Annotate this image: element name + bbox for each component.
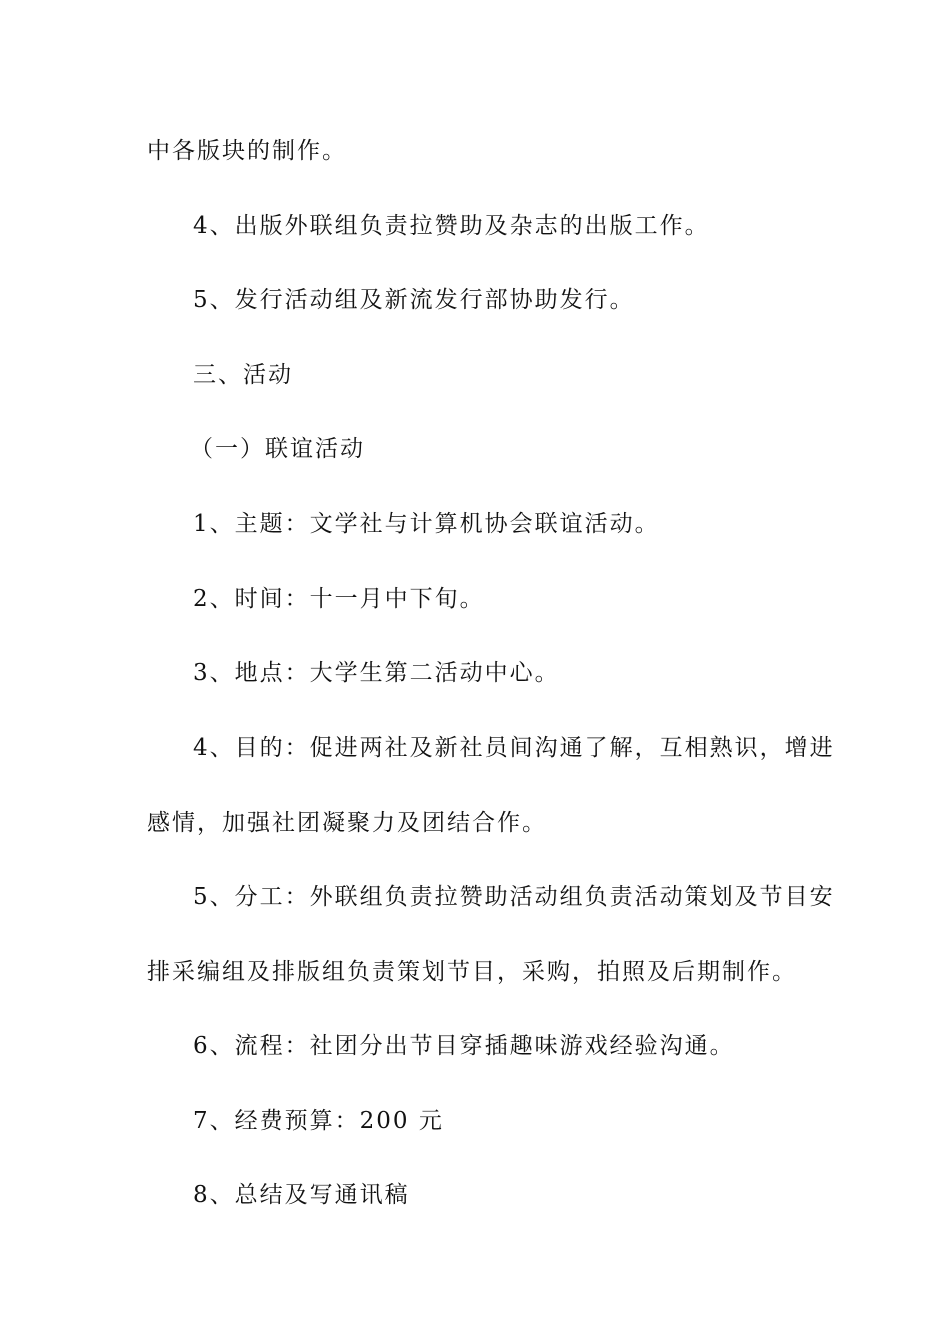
item-location-line: 3、地点：大学生第二活动中心。 — [193, 660, 560, 686]
item-budget-line: 7、经费预算：200 元 — [193, 1108, 444, 1134]
item-process-line: 6、流程：社团分出节目穿插趣味游戏经验沟通。 — [193, 1033, 735, 1059]
paragraph-continuation-line: 中各版块的制作。 — [147, 138, 347, 164]
item-publishing-line: 4、出版外联组负责拉赞助及杂志的出版工作。 — [193, 213, 710, 239]
item-purpose-continuation-line: 感情，加强社团凝聚力及团结合作。 — [147, 810, 547, 836]
section-heading-activities: 三、活动 — [193, 362, 293, 388]
item-distribution-line: 5、发行活动组及新流发行部协助发行。 — [193, 287, 635, 313]
subsection-heading-social-event: （一）联谊活动 — [190, 436, 365, 462]
item-division-line: 5、分工：外联组负责拉赞助活动组负责活动策划及节目安 — [193, 884, 835, 910]
item-purpose-line: 4、目的：促进两社及新社员间沟通了解，互相熟识，增进 — [193, 735, 835, 761]
item-time-line: 2、时间：十一月中下旬。 — [193, 586, 485, 612]
item-summary-line: 8、总结及写通讯稿 — [193, 1182, 410, 1208]
item-theme-line: 1、主题：文学社与计算机协会联谊活动。 — [193, 511, 660, 537]
item-division-continuation-line: 排采编组及排版组负责策划节目，采购，拍照及后期制作。 — [147, 959, 797, 985]
